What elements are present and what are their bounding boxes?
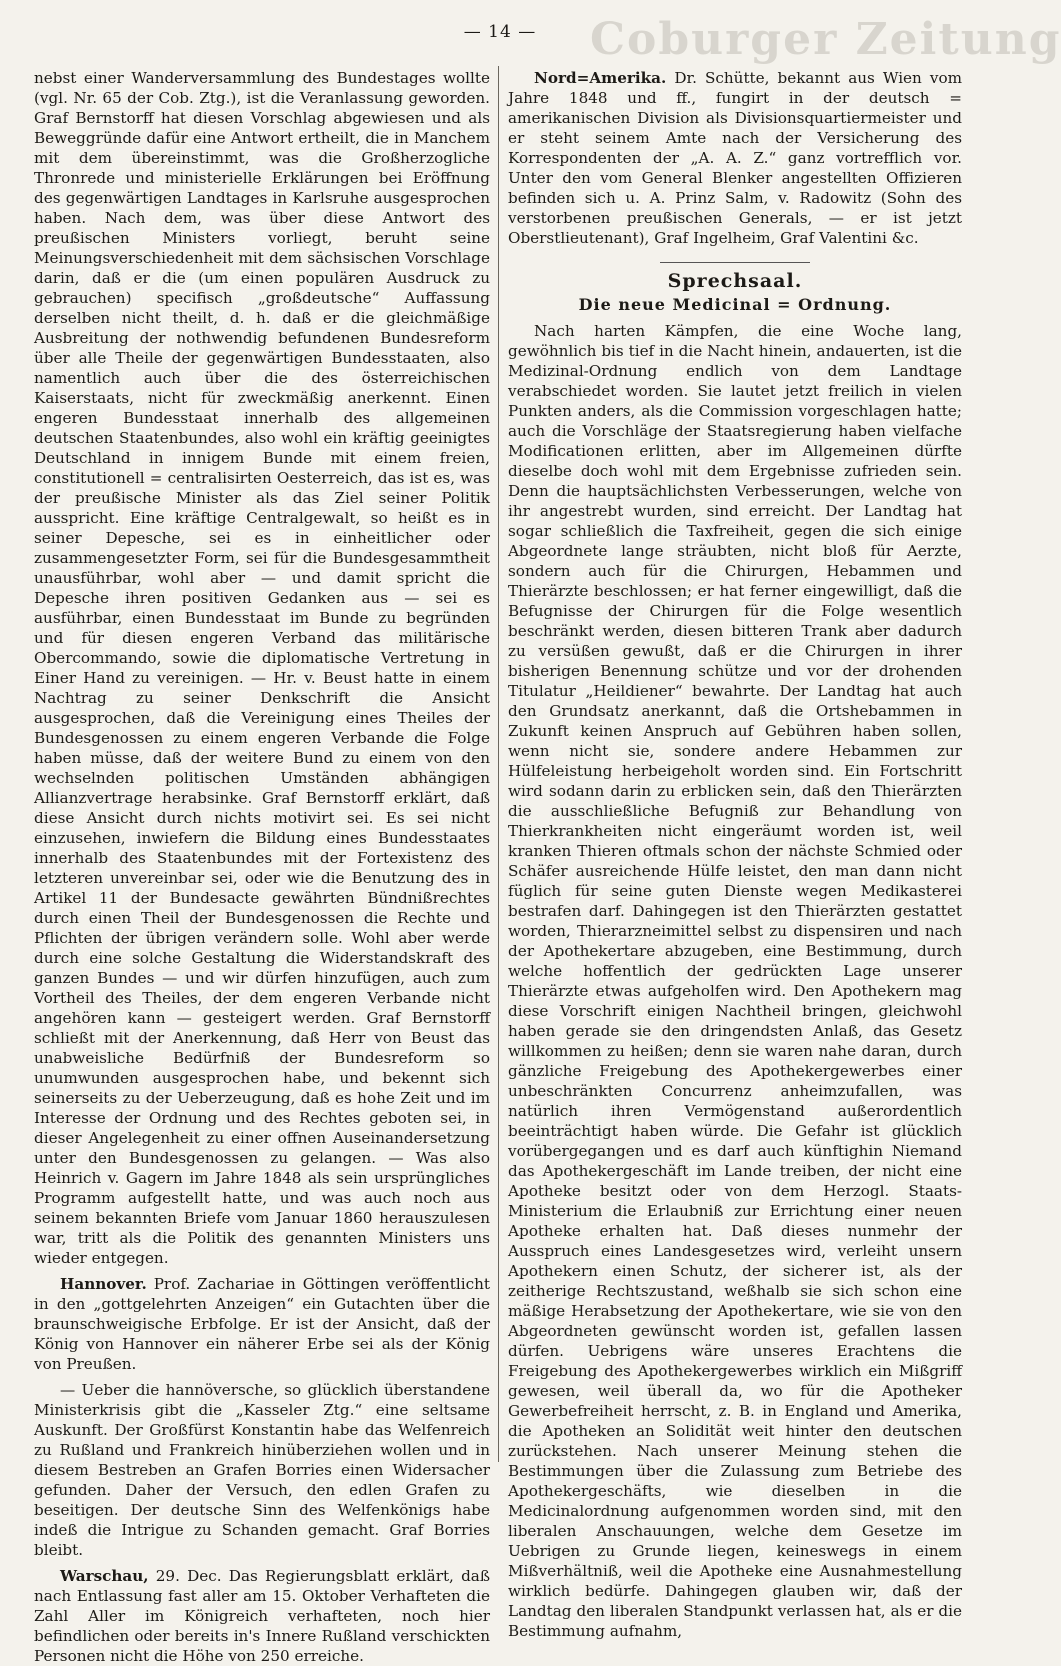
article-nord-amerika-body: Dr. Schütte, bekannt aus Wien vom Jahre 1848 und ff., fungirt in der deutsch = amerikanischen Division als Divisionsquartiermeister und er steht seinem Amte nach der Versicherung des Korrespondenten der „A. A. Z.“ ganz vortrefflich vor. Unter den vom General Blenker angestellten Offizieren befinden sich u. A. Prinz Salm, v. Radowitz (Sohn des verstorbenen preußischen Generals, — er ist jetzt Oberstlieutenant), Graf Ingelheim, Graf Valentini &c. <box>508 69 962 247</box>
section-rule <box>660 262 810 263</box>
page-number: — 14 — <box>463 22 537 42</box>
bleed-through-masthead: Coburger Zeitung <box>590 14 1061 65</box>
column-divider <box>498 66 499 1462</box>
dateline-warschau: Warschau, <box>60 1567 149 1585</box>
article-warschau-body: 29. Dec. Das Regierungsblatt erklärt, daß nach Entlassung fast aller am 15. Oktober Verhafteten die Zahl Aller im Königreich verhafteten, noch hier befindlichen oder bereits in's Innere Rußland verschickten Personen nicht die Höhe von 250 erreiche. <box>34 1567 490 1665</box>
dateline-nord-amerika: Nord=Amerika. <box>534 69 667 87</box>
article-hannover-body: Prof. Zachariae in Göttingen veröffentlicht in den „gottgelehrten Anzeigen“ ein Gutachten über die braunschweigische Erbfolge. Er ist der Ansicht, daß der König von Hannover ein näherer Erbe sei als der König von Preußen. <box>34 1275 490 1373</box>
section-title: Sprechsaal. <box>667 270 803 292</box>
dateline-hannover: Hannover. <box>60 1275 147 1293</box>
right-column <box>508 68 962 1641</box>
article-ministerkrisis: — Ueber die hannöversche, so glücklich überstandene Ministerkrisis gibt die „Kasseler Ztg.“ eine seltsame Auskunft. Der Großfürst Konstantin habe das Welfenreich zu Rußland und Frankreich hinüberziehen wollen und in diesem Bestreben an Grafen Borries einen Widersacher gefunden. Daher der Versuch, den edlen Grafen zu beseitigen. Der deutsche Sinn des Welfenkönigs habe indeß die Intrigue zu Schanden gemacht. Graf Borries bleibt. <box>34 1381 490 1559</box>
article-warschau <box>34 1566 490 1666</box>
article-nord-amerika <box>508 68 962 248</box>
section-subtitle: Die neue Medicinal = Ordnung. <box>578 295 892 314</box>
left-column <box>34 68 490 1666</box>
article-medicinal-ordnung: Nach harten Kämpfen, die eine Woche lang, gewöhnlich bis tief in die Nacht hinein, andauerten, ist die Medizinal-Ordnung endlich von dem Landtage verabschiedet worden. Sie lautet jetzt freilich in vielen Punkten anders, als die Commission vorgeschlagen hatte; auch die Vorschläge der Staatsregierung haben vielfache Modificationen erlitten, aber im Allgemeinen dürfte dieselbe doch wohl mit dem Ergebnisse zufrieden sein. Denn die hauptsächlichsten Verbesserungen, welche von ihr angestrebt wurden, sind erreicht. Der Landtag hat sogar schließlich die Taxfreiheit, gegen die sich einige Abgeordnete lange sträubten, nicht bloß für Aerzte, sondern auch für die Chirurgen, Hebammen und Thierärzte beschlossen; er hat ferner eingewilligt, daß die Befugnisse der Chirurgen für die Folge wesentlich beschränkt werden, diesen bitteren Trank aber dadurch zu versüßen gewußt, daß er die Chirurgen in ihrer bisherigen Benennung schütze und vor der drohenden Titulatur „Heildiener“ bewahrte. Der Landtag hat auch den Grundsatz anerkannt, daß die Ortshebammen in Zukunft keinen Anspruch auf Gebühren haben sollen, wenn nicht sie, sondere andere Hebammen zur Hülfeleistung herbeigeholt worden sind. Ein Fortschritt wird sodann darin zu erblicken sein, daß den Thierärzten die ausschließliche Befugniß zur Behandlung von Thierkrankheiten nicht eingeräumt worden ist, weil kranken Thieren oftmals schon der nächste Schmied oder Schäfer ausreichende Hülfe leistet, den man dann nicht füglich für seine guten Dienste wegen Medikasterei bestrafen darf. Dahingegen ist den Thierärzten gestattet worden, Thierarzneimittel selbst zu dispensiren und nach der Apothekertare abzugeben, eine Bestimmung, durch welche hoffentlich der gedrückten Lage unserer Thierärzte etwas aufgeholfen wird. Den Apothekern mag diese Vorschrift einigen Nachtheil bringen, gleichwohl haben gerade sie den dringendsten Anlaß, das Gesetz willkommen zu heißen; denn sie waren nahe daran, durch gänzliche Freigebung des Apothekergewerbes einer unbeschränkten Concurrenz anheimzufallen, was natürlich ihren Vermögenstand außerordentlich beeinträchtigt haben würde. Die Gefahr ist glücklich vorübergegangen und es darf auch künftighin Niemand das Apothekergeschäft im Lande treiben, der nicht eine Apotheke besitzt oder von dem Herzogl. Staats-Ministerium die Erlaubniß zur Errichtung einer neuen Apotheke erhalten hat. Daß dieses nunmehr der Ausspruch eines Landesgesetzes wird, verleiht unsern Apothekern einen Schutz, der sicherer ist, als der zeitherige Rechtszustand, weßhalb sie sich schon eine mäßige Herabsetzung der Apothekertare, wie sie von den Abgeordneten gewünscht worden ist, gefallen lassen dürfen. Uebrigens wäre unseres Erachtens die Freigebung des Apothekergewerbes wirklich ein Mißgriff gewesen, weil überall da, wo für die Apotheker Gewerbefreiheit herrscht, z. B. in England und Amerika, die Apotheken an Solidität weit hinter den deutschen zurückstehen. Nach unserer Meinung stehen die Bestimmungen über die Zulassung zum Betriebe des Apothekergeschäfts, wie dieselben in die Medicinalordnung aufgenommen worden sind, mit den liberalen Anschauungen, welche dem Gesetze im Uebrigen zu Grunde liegen, keineswegs in einem Mißverhältniß, weil die Apotheke eine Ausnahmestellung wirklich bedürfe. Dahingegen glauben wir, daß der Landtag den liberalen Standpunkt verlassen hat, als er die Bestimmung aufnahm, <box>508 322 962 1640</box>
article-bundesreform: nebst einer Wanderversammlung des Bundestages wollte (vgl. Nr. 65 der Cob. Ztg.), ist die Veranlassung geworden. Graf Bernstorff hat diesen Vorschlag abgewiesen und als Beweggründe dafür eine Antwort ertheilt, die in Manchem mit dem übereinstimmt, was die Großherzogliche Thronrede und ministerielle Erklärungen bei Eröffnung des gegenwärtigen Landtages in Karlsruhe ausgesprochen haben. Nach dem, was über diese Antwort des preußischen Ministers vorliegt, beruht seine Meinungsverschiedenheit mit dem sächsischen Vorschlage darin, daß er die (um einen populären Ausdruck zu gebrauchen) specifisch „großdeutsche“ Auffassung derselben nicht theilt, d. h. daß er die gleichmäßige Ausbreitung der nothwendig befundenen Bundesreform über alle Theile der gegenwärtigen Bundesstaaten, also namentlich auch über die des österreichischen Kaiserstaats, nicht für zweckmäßig anerkennt. Einen engeren Bundesstaat innerhalb des allgemeinen deutschen Staatenbundes, also wohl ein kräftig geeinigtes Deutschland in innigem Bunde mit einem freien, constitutionell = centralisirten Oesterreich, das ist es, was der preußische Minister als das Ziel seiner Politik ausspricht. Eine kräftige Centralgewalt, so heißt es in seiner Depesche, sei es in einheitlicher oder zusammengesetzter Form, sei für die Bundesgesammtheit unausführbar, wohl aber — und damit spricht die Depesche ihren positiven Gedanken aus — sei es ausführbar, einen Bundesstaat im Bunde zu begründen und für diesen engeren Verband das militärische Obercommando, sowie die diplomatische Vertretung in Einer Hand zu vereinigen. — Hr. v. Beust hatte in einem Nachtrag zu seiner Denkschrift die Ansicht ausgesprochen, daß die Vereinigung eines Theiles der Bundesgenossen zu einem engeren Verbande die Folge haben müsse, daß der weitere Bund zu einem von den wechselnden politischen Umständen abhängigen Allianzvertrage herabsinke. Graf Bernstorff erklärt, daß diese Ansicht durch nichts motivirt sei. Es sei nicht einzusehen, inwiefern die Bildung eines Bundesstaates innerhalb des Staatenbundes mit der Fortexistenz des letzteren unvereinbar sei, oder wie die Benutzung des in Artikel 11 der Bundesacte gewährten Bündnißrechtes durch einen Theil der Bundesgenossen die Rechte und Pflichten der übrigen verändern solle. Wohl aber werde durch eine solche Gestaltung die Widerstandskraft des ganzen Bundes — und wir dürfen hinzufügen, auch zum Vortheil des Theiles, der dem engeren Verbande nicht angehören kann — gesteigert werden. Graf Bernstorff schließt mit der Anerkennung, daß Herr von Beust das unabweisliche Bedürfniß der Bundesreform so unumwunden ausgesprochen habe, und bekennt sich seinerseits zu der Ueberzeugung, daß es hohe Zeit und im Interesse der Ordnung und des Rechtes geboten sei, in dieser Angelegenheit zu einer offnen Auseinandersetzung unter den Bundesgenossen zu gelangen. — Was also Heinrich v. Gagern im Jahre 1848 als sein ursprüngliches Programm aufgestellt hatte, und was auch noch aus seinem bekannten Briefe vom Januar 1860 herauszulesen war, tritt als die Politik des genannten Ministers uns wieder entgegen. <box>34 69 490 1267</box>
article-hannover <box>34 1274 490 1374</box>
